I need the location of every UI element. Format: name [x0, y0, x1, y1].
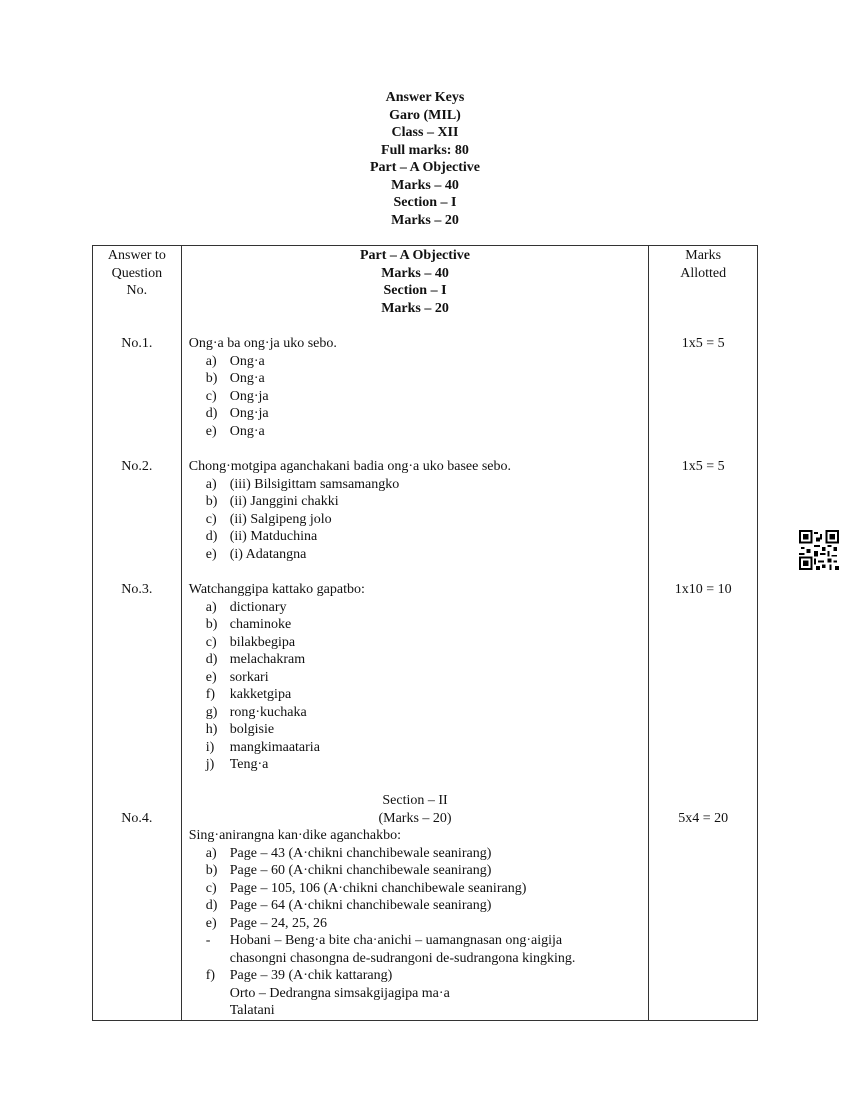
header-line: Full marks: 80 — [381, 142, 469, 158]
option-text: Ong·a — [229, 353, 265, 369]
column-header-title: Marks – 20 — [381, 300, 449, 316]
option-letter: e) — [205, 915, 217, 931]
question-number: No.1. — [121, 336, 153, 351]
option-letter: b) — [205, 863, 218, 878]
column-header-title: Part – A Objective — [360, 248, 471, 263]
option-text: melachakram — [229, 652, 306, 667]
option-letter: d) — [205, 652, 218, 667]
question-prompt: Sing·anirangna kan·dike aganchakbo: — [188, 828, 401, 843]
qr-code-icon — [799, 530, 839, 570]
option-text: Talatani — [229, 1003, 275, 1018]
option-text: bilakbegipa — [229, 634, 296, 650]
option-text: Ong·a — [229, 423, 265, 439]
option-text: sorkari — [229, 669, 269, 685]
option-letter: h) — [205, 722, 218, 737]
option-text: Page – 60 (A·chikni chanchibewale seanirang) — [229, 863, 492, 878]
option-text: (ii) Matduchina — [229, 529, 318, 544]
option-letter: f) — [205, 687, 216, 702]
option-letter: b) — [205, 371, 218, 386]
option-text: chaminoke — [229, 617, 292, 632]
option-letter: d) — [205, 406, 218, 421]
header-line: Garo (MIL) — [389, 107, 461, 123]
option-text: (ii) Janggini chakki — [229, 494, 339, 509]
option-text: Ong·ja — [229, 406, 269, 421]
option-text: Page – 105, 106 (A·chikni chanchibewale seanirang) — [229, 880, 527, 896]
question-number: No.2. — [121, 459, 153, 474]
marks-allotted: 5x4 = 20 — [678, 810, 729, 826]
option-text: Page – 64 (A·chikni chanchibewale seanirang) — [229, 898, 492, 913]
option-letter: e) — [205, 546, 217, 562]
option-text: kakketgipa — [229, 687, 292, 702]
column-header-marks: Marks — [685, 248, 722, 263]
option-letter: a) — [205, 599, 217, 615]
option-letter: i) — [205, 739, 215, 755]
header-line: Class – XII — [391, 125, 459, 140]
marks-allotted: 1x10 = 10 — [674, 582, 732, 597]
header-line: Marks – 20 — [391, 212, 459, 228]
column-header-question: Answer to — [107, 248, 166, 263]
option-text: rong·kuchaka — [229, 704, 307, 720]
header-line: Section – I — [393, 195, 457, 210]
section-heading: Section – II — [382, 793, 448, 808]
option-letter: a) — [205, 845, 217, 861]
marks-column — [649, 246, 758, 1021]
question-number-column — [93, 246, 182, 1021]
header-line: Answer Keys — [385, 90, 465, 105]
option-letter: d) — [205, 529, 218, 544]
option-text: Ong·a — [229, 371, 265, 386]
question-number: No.4. — [121, 810, 153, 826]
header-line: Part – A Objective — [369, 160, 481, 175]
option-text: dictionary — [229, 599, 287, 615]
option-text: Teng·a — [229, 757, 269, 772]
column-header-title: Marks – 40 — [381, 265, 449, 281]
option-text: Ong·ja — [229, 388, 269, 404]
option-letter: b) — [205, 494, 218, 509]
option-text: Orto – Dedrangna simsakgijagipa ma·a — [229, 985, 450, 1001]
option-letter: b) — [205, 617, 218, 632]
question-prompt: Watchanggipa kattako gapatbo: — [188, 582, 365, 597]
marks-allotted: 1x5 = 5 — [681, 459, 725, 474]
column-header-question: Question — [111, 265, 163, 281]
option-text: (i) Adatangna — [229, 546, 307, 562]
column-header-title: Section – I — [383, 283, 447, 298]
option-letter: f) — [205, 968, 216, 983]
option-letter: a) — [205, 353, 217, 369]
marks-allotted: 1x5 = 5 — [681, 336, 725, 351]
option-letter: j) — [205, 757, 215, 772]
column-header-marks: Allotted — [680, 265, 727, 281]
option-text: bolgisie — [229, 722, 275, 737]
answer-column — [181, 246, 649, 1021]
option-text: (ii) Salgipeng jolo — [229, 511, 332, 527]
section-marks: (Marks – 20) — [378, 810, 452, 826]
column-header-question: No. — [126, 283, 148, 298]
question-prompt: Ong·a ba ong·ja uko sebo. — [188, 336, 337, 351]
option-letter: c) — [205, 634, 217, 650]
header-line: Marks – 40 — [391, 177, 459, 193]
option-text: mangkimaataria — [229, 739, 320, 755]
option-text: Hobani – Beng·a bite cha·anichi – uamangnasan ong·aigija — [229, 933, 563, 948]
option-letter: a) — [205, 476, 217, 492]
document-header — [0, 89, 850, 229]
question-prompt: Chong·motgipa aganchakani badia ong·a uko basee sebo. — [188, 459, 512, 474]
option-text: Page – 24, 25, 26 — [229, 915, 327, 931]
option-text: (iii) Bilsigittam samsamangko — [229, 476, 400, 492]
option-text: Page – 39 (A·chik kattarang) — [229, 968, 393, 983]
option-letter: d) — [205, 898, 218, 913]
question-number: No.3. — [121, 582, 153, 597]
option-text: chasongni chasongna de-sudrangoni de-sudrangona kingking. — [229, 950, 576, 966]
option-letter: g) — [205, 704, 218, 720]
option-letter: c) — [205, 511, 217, 527]
option-letter: c) — [205, 388, 217, 404]
option-letter: e) — [205, 669, 217, 685]
option-letter: - — [205, 933, 211, 948]
option-letter: e) — [205, 423, 217, 439]
option-text: Page – 43 (A·chikni chanchibewale seanirang) — [229, 845, 492, 861]
option-letter: c) — [205, 880, 217, 896]
answer-key-table — [92, 245, 758, 1021]
